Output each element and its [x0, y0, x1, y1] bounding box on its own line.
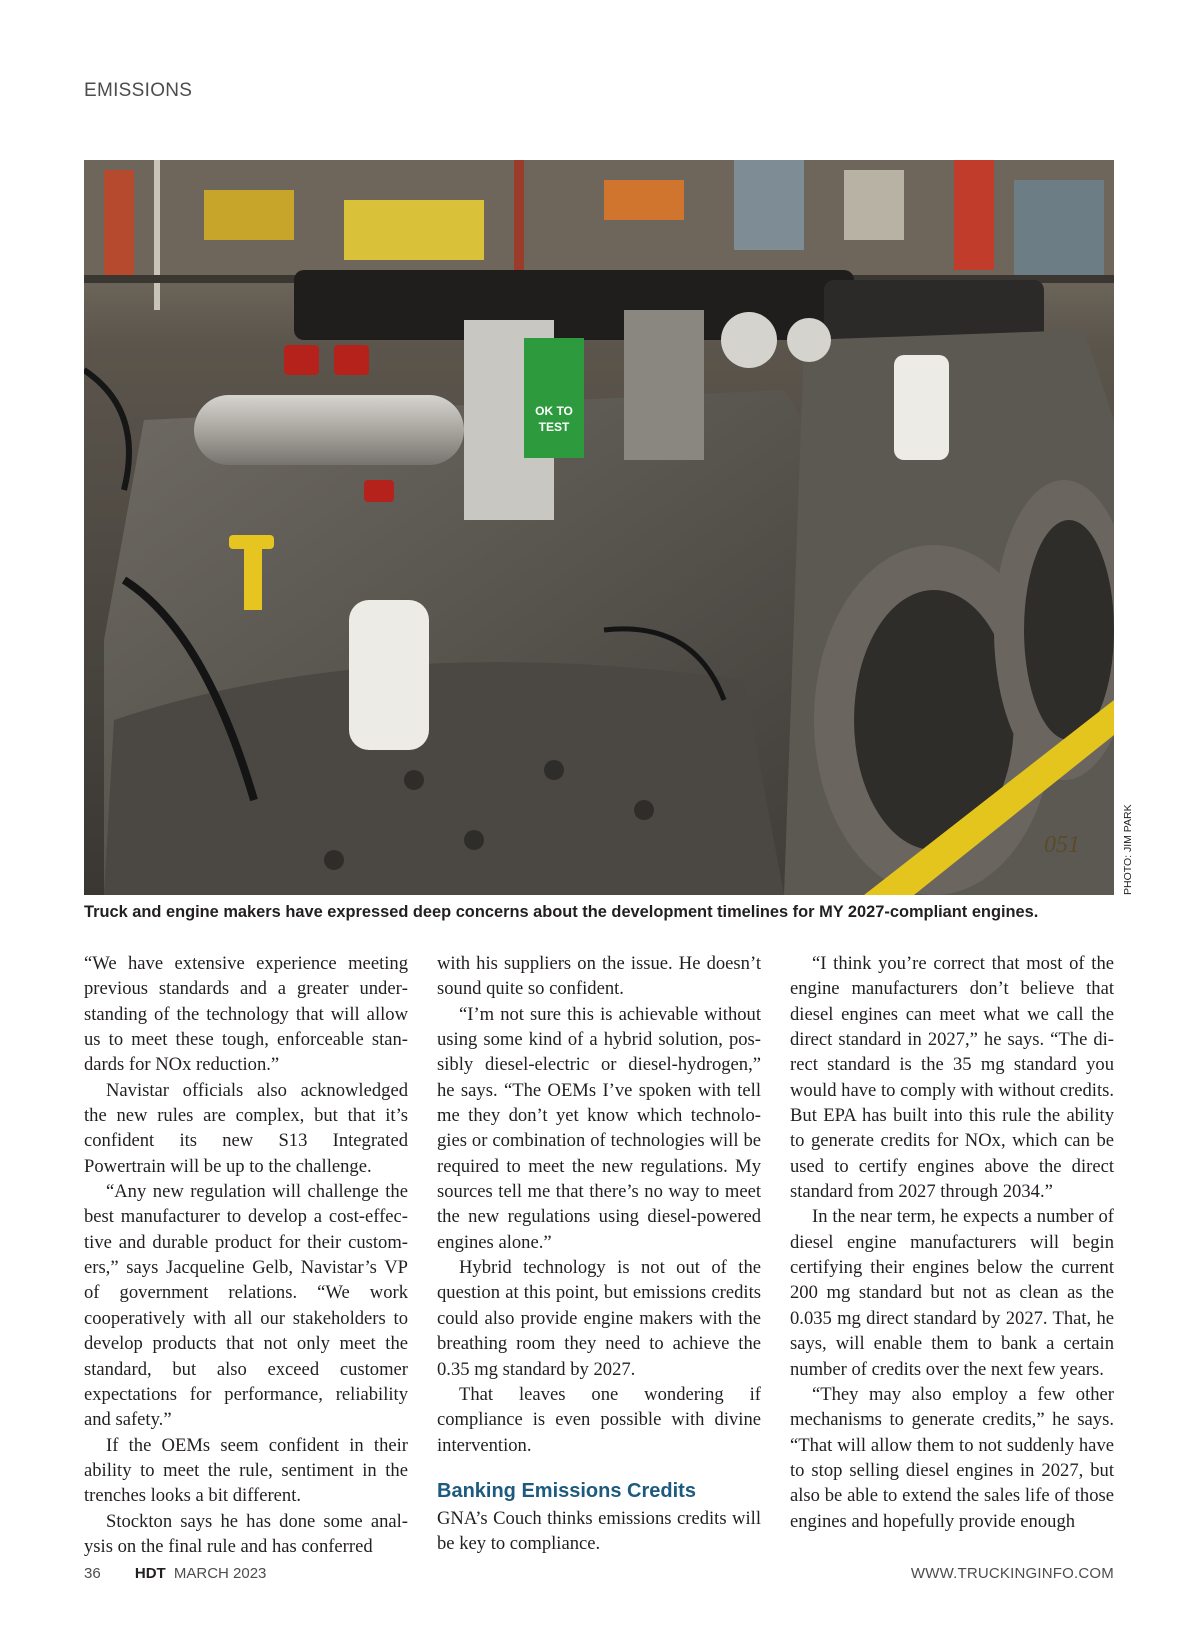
photo-caption: Truck and engine makers have expressed deep concerns about the development timelines for MY 2027-compliant engines.: [84, 903, 1039, 921]
paragraph: “They may also employ a few other mechanisms to generate credits,” he says. “That will allow them to not suddenly have to stop selling diesel engines in 2027, but also be able to extend the sales life of those engines and hopefully provide enough: [790, 1383, 1114, 1532]
subheading: Banking Emissions Credits: [437, 1479, 696, 1502]
publication-name: HDT: [134, 1565, 166, 1582]
paragraph: “I’m not sure this is achievable without using some kind of a hybrid solution, possibly diesel-electric or diesel-hydrogen,” he says. “The OEMs I’ve spoken with tell me they don’t yet know which technologies or combination of technologies will be required to meet the new regulations. My sources tell me that there’s no way to meet the new regulations using diesel-powered engines alone.”: [437, 1003, 761, 1253]
paragraph: Navistar officials also acknowledged the new rules are complex, but that it’s confident its new S13 Integrated Powertrain will be up to the challenge.: [84, 1079, 408, 1177]
paragraph: Hybrid technology is not out of the question at this point, but emissions credits could also provide engine makers with the breathing room they need to achieve the 0.35 mg standard by 2027.: [437, 1257, 761, 1380]
paragraph: “Any new regulation will challenge the best manufacturer to develop a cost-effective and durable product for their customers,” says Jacqueline Gelb, Navistar’s VP of government relations. “We work cooperatively with all our stakeholders to develop products that not only meet the standard, but also exceed customer expectations for performance, reliability and safety.”: [84, 1181, 408, 1431]
paragraph: In the near term, he expects a number of diesel engine manufacturers will begin certifying their engines below the current 200 mg standard but not as clean as the 0.035 mg direct standard by 2027. That, he says, will enable them to bank a certain number of credits over the next few years.: [790, 1206, 1114, 1380]
section-label: EMISSIONS: [84, 80, 193, 101]
article-column-1: [84, 951, 408, 1559]
paragraph: with his suppliers on the issue. He doesn’t sound quite so confident.: [437, 953, 761, 1000]
paragraph: “We have extensive experience meeting previous standards and a greater understanding of the technology that will allow us to meet these tough, enforceable standards for NOx reduction.”: [84, 953, 408, 1076]
paragraph: If the OEMs seem confident in their ability to meet the rule, sentiment in the trenches looks a bit different.: [84, 1434, 408, 1507]
paragraph: “I think you’re correct that most of the engine manufacturers don’t believe that diesel engines can meet what we call the direct standard in 2027,” he says. “The direct standard is the 35 mg standard you would have to comply with without credits. But EPA has built into this rule the ability to generate credits for NOx, which can be used to certify engines above the direct standard from 2027 through 2034.”: [790, 953, 1114, 1203]
stamp-number: 051: [1044, 832, 1080, 858]
article-column-2: [437, 951, 761, 1557]
tag-text-line2: TEST: [538, 420, 570, 434]
website-url: WWW.TRUCKINGINFO.COM: [910, 1565, 1114, 1582]
page-number: 36: [84, 1565, 101, 1582]
photo-credit: PHOTO: JIM PARK: [1122, 804, 1134, 895]
page-footer-left: [84, 1565, 266, 1582]
paragraph: That leaves one wondering if compliance is even possible with divine intervention.: [437, 1383, 761, 1456]
ok-to-test-tag: [524, 338, 584, 458]
paragraph: GNA’s Couch thinks emissions credits will be key to compliance.: [437, 1507, 761, 1555]
tag-text-line1: OK TO: [535, 404, 573, 418]
issue-date: MARCH 2023: [173, 1565, 267, 1582]
paragraph: Stockton says he has done some analysis on the final rule and has conferred: [84, 1510, 408, 1557]
article-column-3: [790, 951, 1114, 1534]
engine-photo: [84, 160, 1114, 895]
